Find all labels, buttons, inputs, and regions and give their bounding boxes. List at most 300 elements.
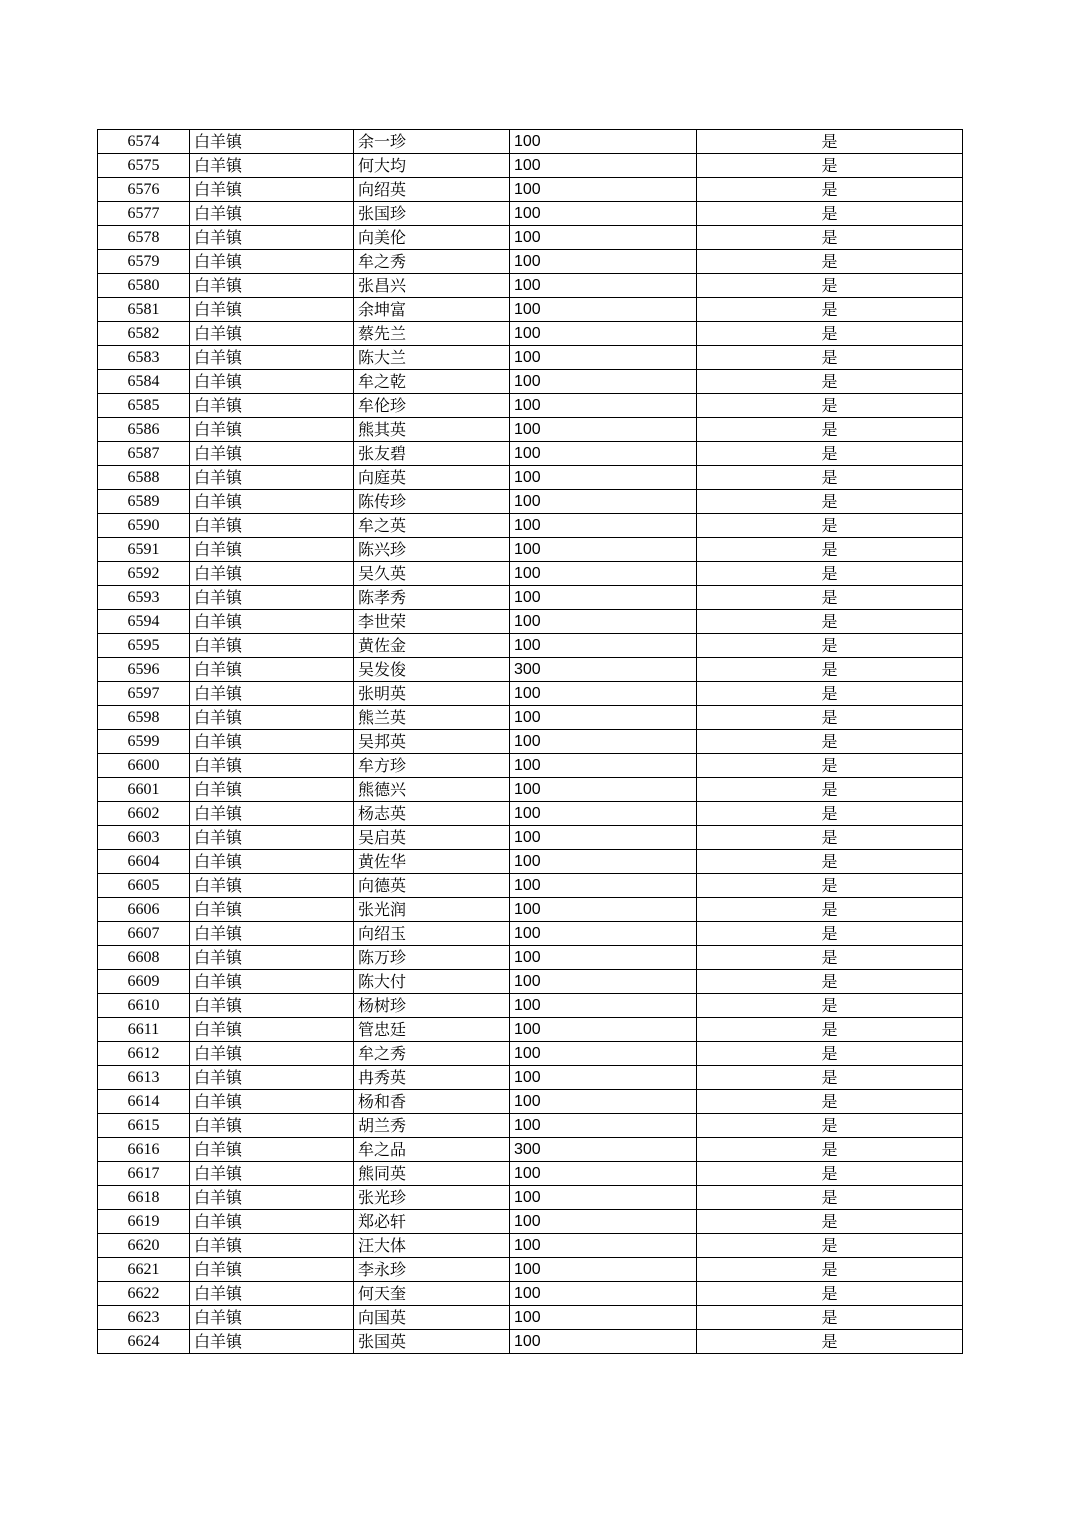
town-cell: 白羊镇 xyxy=(190,1210,354,1234)
row-number-cell: 6583 xyxy=(98,346,190,370)
town-cell: 白羊镇 xyxy=(190,778,354,802)
amount-cell: 100 xyxy=(510,1282,697,1306)
person-name-cell: 杨志英 xyxy=(354,802,510,826)
town-cell: 白羊镇 xyxy=(190,322,354,346)
row-number-cell: 6597 xyxy=(98,682,190,706)
flag-cell: 是 xyxy=(697,898,963,922)
person-name-cell: 熊兰英 xyxy=(354,706,510,730)
table-row xyxy=(98,658,963,682)
person-name-cell: 牟之秀 xyxy=(354,1042,510,1066)
person-name-cell: 陈兴珍 xyxy=(354,538,510,562)
amount-cell: 100 xyxy=(510,442,697,466)
row-number-cell: 6607 xyxy=(98,922,190,946)
person-name-cell: 向绍英 xyxy=(354,178,510,202)
amount-cell: 100 xyxy=(510,706,697,730)
town-cell: 白羊镇 xyxy=(190,898,354,922)
flag-cell: 是 xyxy=(697,322,963,346)
person-name-cell: 杨和香 xyxy=(354,1090,510,1114)
table-row xyxy=(98,682,963,706)
town-cell: 白羊镇 xyxy=(190,826,354,850)
town-cell: 白羊镇 xyxy=(190,634,354,658)
town-cell: 白羊镇 xyxy=(190,1090,354,1114)
person-name-cell: 牟方珍 xyxy=(354,754,510,778)
amount-cell: 100 xyxy=(510,730,697,754)
table-row xyxy=(98,1138,963,1162)
town-cell: 白羊镇 xyxy=(190,538,354,562)
town-cell: 白羊镇 xyxy=(190,514,354,538)
table-row xyxy=(98,778,963,802)
person-name-cell: 熊其英 xyxy=(354,418,510,442)
person-name-cell: 向国英 xyxy=(354,1306,510,1330)
row-number-cell: 6582 xyxy=(98,322,190,346)
row-number-cell: 6622 xyxy=(98,1282,190,1306)
table-row xyxy=(98,514,963,538)
row-number-cell: 6612 xyxy=(98,1042,190,1066)
amount-cell: 100 xyxy=(510,322,697,346)
town-cell: 白羊镇 xyxy=(190,346,354,370)
town-cell: 白羊镇 xyxy=(190,202,354,226)
row-number-cell: 6594 xyxy=(98,610,190,634)
flag-cell: 是 xyxy=(697,1066,963,1090)
flag-cell: 是 xyxy=(697,130,963,154)
flag-cell: 是 xyxy=(697,370,963,394)
town-cell: 白羊镇 xyxy=(190,1018,354,1042)
flag-cell: 是 xyxy=(697,1258,963,1282)
person-name-cell: 余一珍 xyxy=(354,130,510,154)
row-number-cell: 6587 xyxy=(98,442,190,466)
table-row xyxy=(98,994,963,1018)
person-name-cell: 汪大体 xyxy=(354,1234,510,1258)
town-cell: 白羊镇 xyxy=(190,754,354,778)
amount-cell: 100 xyxy=(510,1042,697,1066)
row-number-cell: 6601 xyxy=(98,778,190,802)
person-name-cell: 陈传珍 xyxy=(354,490,510,514)
row-number-cell: 6585 xyxy=(98,394,190,418)
row-number-cell: 6595 xyxy=(98,634,190,658)
amount-cell: 100 xyxy=(510,778,697,802)
table-row xyxy=(98,1114,963,1138)
amount-cell: 100 xyxy=(510,226,697,250)
amount-cell: 300 xyxy=(510,658,697,682)
town-cell: 白羊镇 xyxy=(190,1330,354,1354)
person-name-cell: 冉秀英 xyxy=(354,1066,510,1090)
table-row xyxy=(98,610,963,634)
row-number-cell: 6575 xyxy=(98,154,190,178)
table-row xyxy=(98,538,963,562)
person-name-cell: 张光珍 xyxy=(354,1186,510,1210)
amount-cell: 100 xyxy=(510,1066,697,1090)
town-cell: 白羊镇 xyxy=(190,442,354,466)
data-table xyxy=(97,129,963,1354)
town-cell: 白羊镇 xyxy=(190,466,354,490)
flag-cell: 是 xyxy=(697,586,963,610)
row-number-cell: 6591 xyxy=(98,538,190,562)
amount-cell: 100 xyxy=(510,994,697,1018)
person-name-cell: 余坤富 xyxy=(354,298,510,322)
amount-cell: 100 xyxy=(510,1234,697,1258)
row-number-cell: 6610 xyxy=(98,994,190,1018)
town-cell: 白羊镇 xyxy=(190,154,354,178)
person-name-cell: 何天奎 xyxy=(354,1282,510,1306)
amount-cell: 100 xyxy=(510,1258,697,1282)
table-row xyxy=(98,1234,963,1258)
table-row xyxy=(98,1306,963,1330)
row-number-cell: 6615 xyxy=(98,1114,190,1138)
town-cell: 白羊镇 xyxy=(190,1186,354,1210)
flag-cell: 是 xyxy=(697,298,963,322)
flag-cell: 是 xyxy=(697,802,963,826)
amount-cell: 100 xyxy=(510,202,697,226)
flag-cell: 是 xyxy=(697,514,963,538)
row-number-cell: 6599 xyxy=(98,730,190,754)
town-cell: 白羊镇 xyxy=(190,1066,354,1090)
table-row xyxy=(98,1210,963,1234)
amount-cell: 100 xyxy=(510,418,697,442)
person-name-cell: 向绍玉 xyxy=(354,922,510,946)
person-name-cell: 吴邦英 xyxy=(354,730,510,754)
flag-cell: 是 xyxy=(697,274,963,298)
flag-cell: 是 xyxy=(697,1282,963,1306)
row-number-cell: 6580 xyxy=(98,274,190,298)
flag-cell: 是 xyxy=(697,826,963,850)
town-cell: 白羊镇 xyxy=(190,562,354,586)
amount-cell: 100 xyxy=(510,850,697,874)
flag-cell: 是 xyxy=(697,1186,963,1210)
town-cell: 白羊镇 xyxy=(190,490,354,514)
town-cell: 白羊镇 xyxy=(190,586,354,610)
flag-cell: 是 xyxy=(697,778,963,802)
amount-cell: 100 xyxy=(510,898,697,922)
amount-cell: 100 xyxy=(510,874,697,898)
person-name-cell: 陈孝秀 xyxy=(354,586,510,610)
row-number-cell: 6592 xyxy=(98,562,190,586)
person-name-cell: 向美伦 xyxy=(354,226,510,250)
amount-cell: 100 xyxy=(510,298,697,322)
town-cell: 白羊镇 xyxy=(190,730,354,754)
person-name-cell: 吴启英 xyxy=(354,826,510,850)
table-row xyxy=(98,1090,963,1114)
table-row xyxy=(98,442,963,466)
amount-cell: 100 xyxy=(510,274,697,298)
table-row xyxy=(98,1258,963,1282)
table-row xyxy=(98,370,963,394)
row-number-cell: 6576 xyxy=(98,178,190,202)
table-row xyxy=(98,466,963,490)
row-number-cell: 6600 xyxy=(98,754,190,778)
person-name-cell: 牟之乾 xyxy=(354,370,510,394)
town-cell: 白羊镇 xyxy=(190,802,354,826)
person-name-cell: 吴久英 xyxy=(354,562,510,586)
person-name-cell: 李永珍 xyxy=(354,1258,510,1282)
flag-cell: 是 xyxy=(697,442,963,466)
flag-cell: 是 xyxy=(697,634,963,658)
amount-cell: 100 xyxy=(510,250,697,274)
person-name-cell: 张明英 xyxy=(354,682,510,706)
table-row xyxy=(98,202,963,226)
table-row xyxy=(98,706,963,730)
amount-cell: 100 xyxy=(510,682,697,706)
table-row xyxy=(98,226,963,250)
table-row xyxy=(98,274,963,298)
flag-cell: 是 xyxy=(697,418,963,442)
row-number-cell: 6584 xyxy=(98,370,190,394)
amount-cell: 100 xyxy=(510,922,697,946)
row-number-cell: 6620 xyxy=(98,1234,190,1258)
row-number-cell: 6574 xyxy=(98,130,190,154)
town-cell: 白羊镇 xyxy=(190,922,354,946)
table-row xyxy=(98,1282,963,1306)
amount-cell: 100 xyxy=(510,370,697,394)
flag-cell: 是 xyxy=(697,970,963,994)
person-name-cell: 熊同英 xyxy=(354,1162,510,1186)
town-cell: 白羊镇 xyxy=(190,1114,354,1138)
town-cell: 白羊镇 xyxy=(190,850,354,874)
person-name-cell: 郑必轩 xyxy=(354,1210,510,1234)
row-number-cell: 6578 xyxy=(98,226,190,250)
flag-cell: 是 xyxy=(697,706,963,730)
amount-cell: 100 xyxy=(510,1162,697,1186)
flag-cell: 是 xyxy=(697,538,963,562)
table-row xyxy=(98,298,963,322)
row-number-cell: 6605 xyxy=(98,874,190,898)
town-cell: 白羊镇 xyxy=(190,706,354,730)
town-cell: 白羊镇 xyxy=(190,946,354,970)
table-body xyxy=(98,130,963,1354)
flag-cell: 是 xyxy=(697,850,963,874)
row-number-cell: 6586 xyxy=(98,418,190,442)
flag-cell: 是 xyxy=(697,1330,963,1354)
town-cell: 白羊镇 xyxy=(190,1138,354,1162)
person-name-cell: 黄佐华 xyxy=(354,850,510,874)
amount-cell: 100 xyxy=(510,1114,697,1138)
row-number-cell: 6593 xyxy=(98,586,190,610)
amount-cell: 100 xyxy=(510,490,697,514)
amount-cell: 100 xyxy=(510,178,697,202)
row-number-cell: 6602 xyxy=(98,802,190,826)
table-row xyxy=(98,826,963,850)
town-cell: 白羊镇 xyxy=(190,610,354,634)
flag-cell: 是 xyxy=(697,346,963,370)
person-name-cell: 牟伦珍 xyxy=(354,394,510,418)
table-row xyxy=(98,586,963,610)
row-number-cell: 6609 xyxy=(98,970,190,994)
flag-cell: 是 xyxy=(697,1138,963,1162)
person-name-cell: 牟之品 xyxy=(354,1138,510,1162)
amount-cell: 100 xyxy=(510,130,697,154)
table-row xyxy=(98,322,963,346)
row-number-cell: 6577 xyxy=(98,202,190,226)
person-name-cell: 蔡先兰 xyxy=(354,322,510,346)
row-number-cell: 6598 xyxy=(98,706,190,730)
person-name-cell: 牟之秀 xyxy=(354,250,510,274)
person-name-cell: 黄佐金 xyxy=(354,634,510,658)
town-cell: 白羊镇 xyxy=(190,418,354,442)
table-row xyxy=(98,562,963,586)
row-number-cell: 6621 xyxy=(98,1258,190,1282)
row-number-cell: 6618 xyxy=(98,1186,190,1210)
table-row xyxy=(98,346,963,370)
person-name-cell: 陈大兰 xyxy=(354,346,510,370)
amount-cell: 100 xyxy=(510,1186,697,1210)
flag-cell: 是 xyxy=(697,466,963,490)
row-number-cell: 6588 xyxy=(98,466,190,490)
person-name-cell: 陈万珍 xyxy=(354,946,510,970)
town-cell: 白羊镇 xyxy=(190,1306,354,1330)
table-row xyxy=(98,730,963,754)
amount-cell: 100 xyxy=(510,610,697,634)
town-cell: 白羊镇 xyxy=(190,970,354,994)
flag-cell: 是 xyxy=(697,610,963,634)
row-number-cell: 6589 xyxy=(98,490,190,514)
amount-cell: 100 xyxy=(510,346,697,370)
person-name-cell: 张光润 xyxy=(354,898,510,922)
row-number-cell: 6616 xyxy=(98,1138,190,1162)
town-cell: 白羊镇 xyxy=(190,658,354,682)
town-cell: 白羊镇 xyxy=(190,274,354,298)
amount-cell: 100 xyxy=(510,802,697,826)
person-name-cell: 管忠廷 xyxy=(354,1018,510,1042)
town-cell: 白羊镇 xyxy=(190,874,354,898)
flag-cell: 是 xyxy=(697,394,963,418)
town-cell: 白羊镇 xyxy=(190,226,354,250)
town-cell: 白羊镇 xyxy=(190,994,354,1018)
person-name-cell: 向庭英 xyxy=(354,466,510,490)
table-row xyxy=(98,754,963,778)
person-name-cell: 胡兰秀 xyxy=(354,1114,510,1138)
flag-cell: 是 xyxy=(697,226,963,250)
town-cell: 白羊镇 xyxy=(190,1162,354,1186)
person-name-cell: 熊德兴 xyxy=(354,778,510,802)
row-number-cell: 6624 xyxy=(98,1330,190,1354)
person-name-cell: 吴发俊 xyxy=(354,658,510,682)
person-name-cell: 张昌兴 xyxy=(354,274,510,298)
row-number-cell: 6617 xyxy=(98,1162,190,1186)
flag-cell: 是 xyxy=(697,754,963,778)
table-row xyxy=(98,418,963,442)
flag-cell: 是 xyxy=(697,922,963,946)
town-cell: 白羊镇 xyxy=(190,394,354,418)
table-row xyxy=(98,1330,963,1354)
flag-cell: 是 xyxy=(697,1042,963,1066)
table-row xyxy=(98,946,963,970)
amount-cell: 100 xyxy=(510,514,697,538)
flag-cell: 是 xyxy=(697,1114,963,1138)
row-number-cell: 6614 xyxy=(98,1090,190,1114)
flag-cell: 是 xyxy=(697,946,963,970)
row-number-cell: 6603 xyxy=(98,826,190,850)
flag-cell: 是 xyxy=(697,874,963,898)
table-row xyxy=(98,1042,963,1066)
amount-cell: 100 xyxy=(510,1330,697,1354)
person-name-cell: 杨树珍 xyxy=(354,994,510,1018)
town-cell: 白羊镇 xyxy=(190,682,354,706)
flag-cell: 是 xyxy=(697,658,963,682)
amount-cell: 100 xyxy=(510,970,697,994)
row-number-cell: 6604 xyxy=(98,850,190,874)
town-cell: 白羊镇 xyxy=(190,250,354,274)
person-name-cell: 陈大付 xyxy=(354,970,510,994)
flag-cell: 是 xyxy=(697,994,963,1018)
table-row xyxy=(98,130,963,154)
flag-cell: 是 xyxy=(697,202,963,226)
row-number-cell: 6608 xyxy=(98,946,190,970)
flag-cell: 是 xyxy=(697,682,963,706)
town-cell: 白羊镇 xyxy=(190,1234,354,1258)
table-row xyxy=(98,1066,963,1090)
person-name-cell: 张国珍 xyxy=(354,202,510,226)
amount-cell: 100 xyxy=(510,586,697,610)
flag-cell: 是 xyxy=(697,1018,963,1042)
row-number-cell: 6581 xyxy=(98,298,190,322)
table-row xyxy=(98,250,963,274)
amount-cell: 300 xyxy=(510,1138,697,1162)
flag-cell: 是 xyxy=(697,154,963,178)
amount-cell: 100 xyxy=(510,1090,697,1114)
table-row xyxy=(98,1018,963,1042)
table-row xyxy=(98,850,963,874)
amount-cell: 100 xyxy=(510,394,697,418)
town-cell: 白羊镇 xyxy=(190,370,354,394)
table-row xyxy=(98,970,963,994)
row-number-cell: 6619 xyxy=(98,1210,190,1234)
amount-cell: 100 xyxy=(510,1018,697,1042)
table-row xyxy=(98,1162,963,1186)
town-cell: 白羊镇 xyxy=(190,1258,354,1282)
amount-cell: 100 xyxy=(510,562,697,586)
table-row xyxy=(98,490,963,514)
person-name-cell: 张国英 xyxy=(354,1330,510,1354)
town-cell: 白羊镇 xyxy=(190,178,354,202)
row-number-cell: 6613 xyxy=(98,1066,190,1090)
amount-cell: 100 xyxy=(510,634,697,658)
amount-cell: 100 xyxy=(510,538,697,562)
person-name-cell: 牟之英 xyxy=(354,514,510,538)
person-name-cell: 李世荣 xyxy=(354,610,510,634)
amount-cell: 100 xyxy=(510,466,697,490)
table-row xyxy=(98,634,963,658)
amount-cell: 100 xyxy=(510,154,697,178)
amount-cell: 100 xyxy=(510,1210,697,1234)
flag-cell: 是 xyxy=(697,1162,963,1186)
amount-cell: 100 xyxy=(510,946,697,970)
person-name-cell: 何大均 xyxy=(354,154,510,178)
amount-cell: 100 xyxy=(510,1306,697,1330)
amount-cell: 100 xyxy=(510,826,697,850)
table-row xyxy=(98,1186,963,1210)
row-number-cell: 6606 xyxy=(98,898,190,922)
table-row xyxy=(98,394,963,418)
row-number-cell: 6611 xyxy=(98,1018,190,1042)
table-row xyxy=(98,922,963,946)
row-number-cell: 6596 xyxy=(98,658,190,682)
town-cell: 白羊镇 xyxy=(190,130,354,154)
row-number-cell: 6623 xyxy=(98,1306,190,1330)
flag-cell: 是 xyxy=(697,178,963,202)
table-row xyxy=(98,898,963,922)
town-cell: 白羊镇 xyxy=(190,1282,354,1306)
flag-cell: 是 xyxy=(697,730,963,754)
flag-cell: 是 xyxy=(697,562,963,586)
person-name-cell: 张友碧 xyxy=(354,442,510,466)
flag-cell: 是 xyxy=(697,490,963,514)
flag-cell: 是 xyxy=(697,1234,963,1258)
table-row xyxy=(98,178,963,202)
row-number-cell: 6590 xyxy=(98,514,190,538)
flag-cell: 是 xyxy=(697,250,963,274)
table-row xyxy=(98,154,963,178)
row-number-cell: 6579 xyxy=(98,250,190,274)
amount-cell: 100 xyxy=(510,754,697,778)
